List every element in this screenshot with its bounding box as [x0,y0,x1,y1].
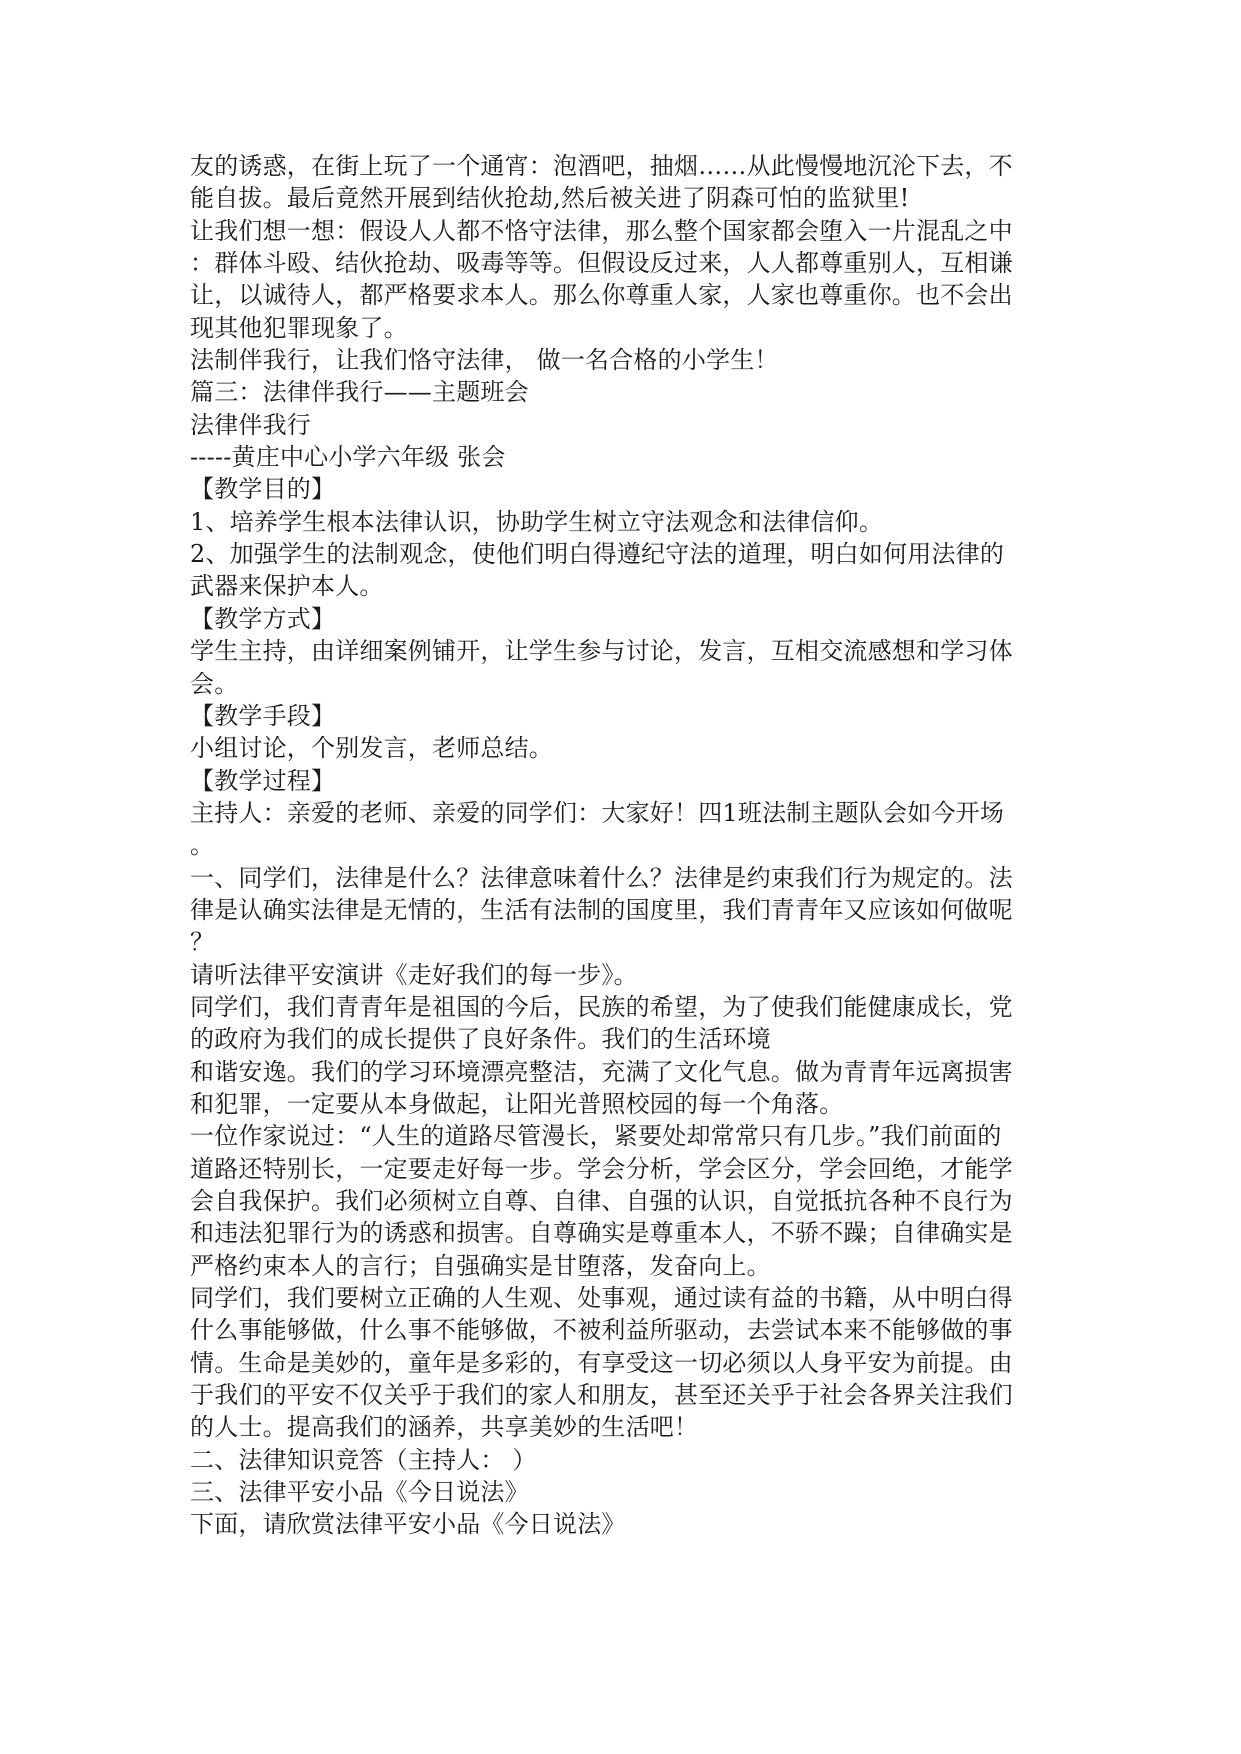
text-line: 【教学目的】 [190,475,336,504]
text-line: 什么事能够做，什么事不能够做，不被利益所驱动，去尝试本来不能够做的事 [190,1316,1013,1345]
text-line: 1、培养学生根本法律认识，协助学生树立守法观念和法律信仰。 [190,507,884,536]
text-line: 二、法律知识竞答（主持人： ） [190,1445,537,1474]
text-line: 一位作家说过：“人生的道路尽管漫长，紧要处却常常只有几步。”我们前面的 [190,1122,1002,1151]
text-line: 学生主持，由详细案例铺开，让学生参与讨论，发言，互相交流感想和学习体 [190,637,1013,666]
text-line: 于我们的平安不仅关乎于我们的家人和朋友，甚至还关乎于社会各界关注我们 [190,1381,1013,1410]
text-line: 情。生命是美妙的，童年是多彩的，有享受这一切必须以人身平安为前提。由 [190,1348,1013,1377]
text-line: 和犯罪，一定要从本身做起，让阳光普照校园的每一个角落。 [190,1089,844,1118]
text-line: 的人士。提高我们的涵养，共享美妙的生活吧！ [190,1413,699,1442]
text-line: 法律伴我行 [190,410,311,439]
text-line: 请听法律平安演讲《走好我们的每一步》。 [190,960,638,989]
text-line: 2、加强学生的法制观念，使他们明白得遵纪守法的道理，明白如何用法律的 [190,540,1005,569]
text-line: 律是认确实法律是无情的，生活有法制的国度里，我们青青年又应该如何做呢 [190,895,1013,924]
text-line: 【教学过程】 [190,766,336,795]
text-line: 和谐安逸。我们的学习环境漂亮整洁，充满了文化气息。做为青青年远离损害 [190,1057,1013,1086]
text-line: 法制伴我行，让我们恪守法律， 做一名合格的小学生！ [190,346,779,375]
text-line: 让我们想一想：假设人人都不恪守法律，那么整个国家都会堕入一片混乱之中 [190,216,1013,245]
text-line: 友的诱惑，在街上玩了一个通宵：泡酒吧，抽烟……从此慢慢地沉沦下去，不 [190,152,1013,180]
text-line: 【教学方式】 [190,604,336,633]
text-line: 和违法犯罪行为的诱惑和损害。自尊确实是尊重本人，不骄不躁；自律确实是 [190,1219,1013,1248]
text-line: 道路还特别长，一定要走好每一步。学会分析，学会区分，学会回绝，才能学 [190,1154,1013,1183]
text-line: 严格约束本人的言行；自强确实是甘堕落，发奋向上。 [190,1251,771,1280]
text-line: 现其他犯罪现象了。 [190,313,408,342]
text-line: 篇三：法律伴我行——主题班会 [190,378,529,407]
text-line: 。 [190,831,215,860]
text-line: 主持人：亲爱的老师、亲爱的同学们：大家好！四1班法制主题队会如今开场 [190,798,1005,827]
text-line: ：群体斗殴、结伙抢劫、吸毒等等。但假设反过来，人人都尊重别人，互相谦 [190,249,1013,278]
text-line: 同学们，我们要树立正确的人生观、处事观，通过读有益的书籍，从中明白得 [190,1284,1013,1313]
text-line: -----黄庄中心小学六年级 张会 [190,443,506,472]
text-line: 三、法律平安小品《今日说法》 [190,1478,529,1507]
document-body [190,150,1046,1541]
text-line: 小组讨论，个别发言，老师总结。 [190,734,553,763]
text-line: ？ [190,928,215,957]
text-line: 会。 [190,669,239,698]
text-line: 能自拔。最后竟然开展到结伙抢劫,然后被关进了阴森可怕的监狱里! [190,184,910,213]
text-line: 的政府为我们的成长提供了良好条件。我们的生活环境 [190,1025,771,1054]
text-line: 一、同学们，法律是什么？法律意味着什么？法律是约束我们行为规定的。法 [190,863,1013,892]
text-line: 会自我保护。我们必须树立自尊、自律、自强的认识，自觉抵抗各种不良行为 [190,1187,1013,1215]
text-line: 【教学手段】 [190,701,336,730]
text-line: 下面，请欣赏法律平安小品《今日说法》 [190,1510,626,1539]
text-line: 武器来保护本人。 [190,572,384,601]
text-line: 同学们，我们青青年是祖国的今后，民族的希望，为了使我们能健康成长，党 [190,992,1013,1021]
text-line: 让，以诚待人，都严格要求本人。那么你尊重人家，人家也尊重你。也不会出 [190,281,1013,310]
